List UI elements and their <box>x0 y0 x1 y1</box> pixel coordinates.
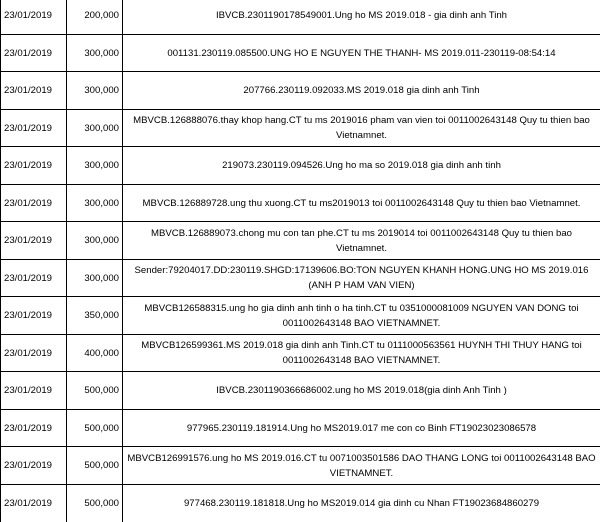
table-row <box>1 410 600 447</box>
description-cell <box>123 372 600 410</box>
table-row <box>1 260 600 297</box>
date-cell: 23/01/2019 <box>1 297 67 335</box>
table-row <box>1 222 600 260</box>
date-cell: 23/01/2019 <box>1 485 67 522</box>
amount-cell: 500,000 <box>67 410 123 447</box>
date-cell: 23/01/2019 <box>1 410 67 447</box>
amount-cell: 500,000 <box>67 447 123 485</box>
date-cell: 23/01/2019 <box>1 147 67 185</box>
date-cell: 23/01/2019 <box>1 0 67 35</box>
date-cell: 23/01/2019 <box>1 35 67 72</box>
amount-cell: 300,000 <box>67 222 123 260</box>
description-text: IBVCB.2301190366686002.ung ho MS 2019.018(gia dinh Anh Tinh ) <box>216 385 507 396</box>
amount-cell: 300,000 <box>67 260 123 297</box>
table-row <box>1 147 600 185</box>
amount-cell: 500,000 <box>67 485 123 522</box>
description-cell <box>123 0 600 35</box>
description-text: MBVCB126599361.MS 2019.018 gia dinh anh Tinh.CT tu 0111000563561 HUYNH THI THUY HANG toi 0011002643148 BAO VIETNAMNET. <box>141 340 582 366</box>
date-cell: 23/01/2019 <box>1 260 67 297</box>
description-cell <box>123 335 600 372</box>
donation-table-body <box>1 0 600 522</box>
description-text: MBVCB.126889073.chong mu con tan phe.CT tu ms 2019014 toi 0011002643148 Quy tu thien bao Vietnamnet. <box>150 227 572 254</box>
date-cell: 23/01/2019 <box>1 222 67 260</box>
table-row <box>1 185 600 222</box>
description-text: 977468.230119.181818.Ung ho MS2019.014 gia dinh cu Nhan FT19023684860279 <box>183 497 540 509</box>
description-cell <box>123 447 600 485</box>
description-text: 001131.230119.085500.UNG HO E NGUYEN THE THANH- MS 2019.011-230119-08:54:14 <box>167 47 556 59</box>
description-cell <box>123 410 600 447</box>
amount-cell: 300,000 <box>67 72 123 110</box>
table-row <box>1 335 600 372</box>
amount-cell: 300,000 <box>67 35 123 72</box>
date-cell: 23/01/2019 <box>1 185 67 222</box>
table-row <box>1 72 600 110</box>
description-cell <box>123 110 600 147</box>
description-text: MBVCB126588315.ung ho gia dinh anh tinh o ha tinh.CT tu 0351000081009 NGUYEN VAN DONG toi 0011002643148 BAO VIETNAMNET. <box>144 302 579 329</box>
amount-cell: 300,000 <box>67 185 123 222</box>
date-cell: 23/01/2019 <box>1 447 67 485</box>
amount-cell: 400,000 <box>67 335 123 372</box>
amount-cell: 200,000 <box>67 0 123 35</box>
amount-cell: 300,000 <box>67 110 123 147</box>
description-text: Sender:79204017.DD:230119.SHGD:17139606.BO:TON NGUYEN KHANH HONG.UNG HO MS 2019.016 (ANH P HAM VAN VIEN) <box>134 265 589 291</box>
description-cell <box>123 222 600 260</box>
description-cell <box>123 72 600 110</box>
amount-cell: 500,000 <box>67 372 123 410</box>
table-row <box>1 297 600 335</box>
table-row <box>1 110 600 147</box>
description-text: IBVCB.2301190178549001.Ung ho MS 2019.018 - gia dinh anh Tinh <box>215 10 508 21</box>
date-cell: 23/01/2019 <box>1 372 67 410</box>
table-row <box>1 485 600 522</box>
date-cell: 23/01/2019 <box>1 335 67 372</box>
amount-cell: 350,000 <box>67 297 123 335</box>
description-cell <box>123 147 600 185</box>
description-cell <box>123 185 600 222</box>
description-cell <box>123 35 600 72</box>
description-cell <box>123 260 600 297</box>
table-row <box>1 447 600 485</box>
description-text: 977965.230119.181914.Ung ho MS2019.017 me con co Binh FT19023023086578 <box>186 422 537 434</box>
table-row <box>1 0 600 35</box>
date-cell: 23/01/2019 <box>1 72 67 110</box>
description-text: MBVCB126991576.ung ho MS 2019.016.CT tu 0071003501586 DAO THANG LONG toi 0011002643148 BAO VIETNAMNET. <box>127 452 596 479</box>
description-text: 207766.230119.092033.MS 2019.018 gia dinh anh Tinh <box>243 85 480 96</box>
description-cell <box>123 297 600 335</box>
date-cell: 23/01/2019 <box>1 110 67 147</box>
table-row <box>1 372 600 410</box>
description-text: MBVCB.126888076.thay khop hang.CT tu ms 2019016 pham van vien toi 0011002643148 Quy tu thien bao Vietnamnet. <box>133 115 590 141</box>
description-text: MBVCB.126889728.ung thu xuong.CT tu ms2019013 toi 0011002643148 Quy tu thien bao Vietnamnet. <box>142 197 581 209</box>
description-text: 219073.230119.094526.Ung ho ma so 2019.018 gia dinh anh tinh <box>222 160 501 171</box>
amount-cell: 300,000 <box>67 147 123 185</box>
table-row <box>1 35 600 72</box>
description-cell <box>123 485 600 522</box>
